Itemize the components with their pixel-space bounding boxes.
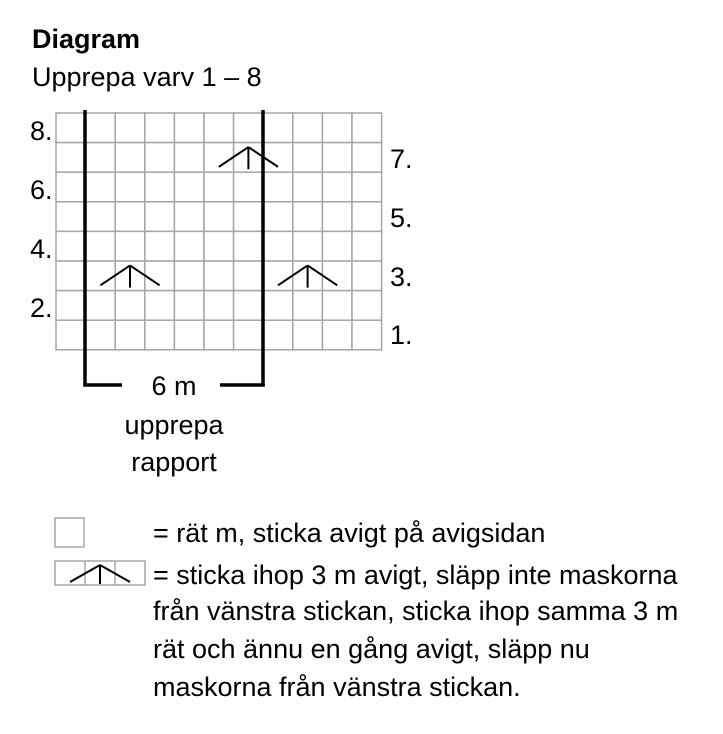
grid-cell (56, 231, 86, 261)
grid-cell (234, 320, 264, 350)
grid-cell (263, 231, 293, 261)
grid-cell (56, 172, 86, 202)
grid-cell (204, 172, 234, 202)
row-label-7: 7. (390, 144, 413, 174)
grid-cell (115, 231, 145, 261)
grid-cell (145, 143, 175, 173)
grid-cell (86, 113, 116, 143)
grid-cell (322, 113, 352, 143)
grid-cell (56, 261, 86, 291)
grid-cell (145, 261, 175, 291)
grid-cell (204, 320, 234, 350)
grid-cell (115, 291, 145, 321)
grid-cell (293, 143, 323, 173)
grid-cell (56, 143, 86, 173)
grid-cell (174, 261, 204, 291)
grid-cell (204, 143, 234, 173)
legend-cluster-line3: rät och ännu en gång avigt, släpp nu (153, 634, 590, 664)
row-label-4: 4. (30, 234, 53, 264)
row-label-8: 8. (30, 116, 53, 146)
grid-cell (234, 113, 264, 143)
grid-cell (86, 261, 116, 291)
grid-cell (174, 113, 204, 143)
grid-cell (174, 172, 204, 202)
grid-cell (293, 231, 323, 261)
grid-cell (293, 113, 323, 143)
grid-cell (322, 172, 352, 202)
grid-cell (234, 202, 264, 232)
grid-cell (204, 291, 234, 321)
grid-cell (352, 202, 382, 232)
row-label-3: 3. (390, 262, 413, 292)
grid-cell (263, 143, 293, 173)
grid-cell (234, 291, 264, 321)
legend-cluster-line1: = sticka ihop 3 m avigt, släpp inte maskorna (153, 560, 678, 590)
grid-cell (86, 291, 116, 321)
grid-cell (293, 172, 323, 202)
grid-cell (115, 113, 145, 143)
grid-cell (293, 291, 323, 321)
grid-cell (174, 291, 204, 321)
grid-cell (322, 202, 352, 232)
grid-cell (145, 172, 175, 202)
grid-cell (293, 320, 323, 350)
repeat-label-line1: upprepa (124, 410, 224, 440)
grid-cell (352, 231, 382, 261)
grid-cell (204, 202, 234, 232)
grid-cell (263, 172, 293, 202)
grid-cell (234, 261, 264, 291)
grid-cell (263, 320, 293, 350)
grid-cell (174, 231, 204, 261)
grid-cell (322, 143, 352, 173)
legend-cluster-line4: maskorna från vänstra stickan. (153, 672, 521, 702)
grid-cell (234, 231, 264, 261)
grid-cell (56, 320, 86, 350)
grid-cell (115, 202, 145, 232)
grid-cell (352, 320, 382, 350)
grid-cell (145, 291, 175, 321)
grid-cell (322, 231, 352, 261)
row-label-2: 2. (30, 293, 53, 323)
grid-cell (352, 113, 382, 143)
grid-cell (56, 202, 86, 232)
repeat-stitch-count: 6 m (151, 371, 197, 401)
grid-cell (263, 202, 293, 232)
grid-cell (263, 261, 293, 291)
grid-cell (86, 202, 116, 232)
grid-cells (56, 113, 382, 350)
diagram-title: Diagram (32, 24, 141, 54)
legend-cluster-line2: från vänstra stickan, sticka ihop samma 3 m (153, 596, 679, 626)
grid-cell (204, 231, 234, 261)
grid-cell (86, 231, 116, 261)
grid-cell (234, 172, 264, 202)
grid-cell (263, 113, 293, 143)
grid-cell (352, 143, 382, 173)
grid-cell (204, 261, 234, 291)
diagram-subtitle: Upprepa varv 1 – 8 (32, 62, 262, 92)
grid-cell (86, 172, 116, 202)
grid-cell (56, 113, 86, 143)
grid-cell (352, 172, 382, 202)
repeat-label-line2: rapport (131, 447, 217, 477)
row-label-5: 5. (390, 203, 413, 233)
grid-cell (145, 113, 175, 143)
grid-cell (115, 320, 145, 350)
grid-cell (322, 261, 352, 291)
grid-cell (204, 113, 234, 143)
grid-cell (352, 291, 382, 321)
grid-cell (56, 291, 86, 321)
legend-cluster-symbol (55, 561, 145, 585)
grid-cell (145, 320, 175, 350)
grid-cell (115, 172, 145, 202)
row-label-6: 6. (30, 175, 53, 205)
grid-cell (174, 202, 204, 232)
grid-cell (86, 143, 116, 173)
grid-cell (263, 291, 293, 321)
grid-cell (293, 202, 323, 232)
grid-cell (322, 320, 352, 350)
grid-cell (86, 320, 116, 350)
row-label-1: 1. (390, 320, 413, 350)
grid-cell (145, 202, 175, 232)
legend-knit-box (55, 518, 84, 547)
grid-cell (115, 143, 145, 173)
grid-cell (174, 143, 204, 173)
legend-knit-text: = rät m, sticka avigt på avigsidan (153, 518, 546, 548)
grid-cell (322, 291, 352, 321)
grid-cell (174, 320, 204, 350)
grid-cell (145, 231, 175, 261)
grid-cell (352, 261, 382, 291)
